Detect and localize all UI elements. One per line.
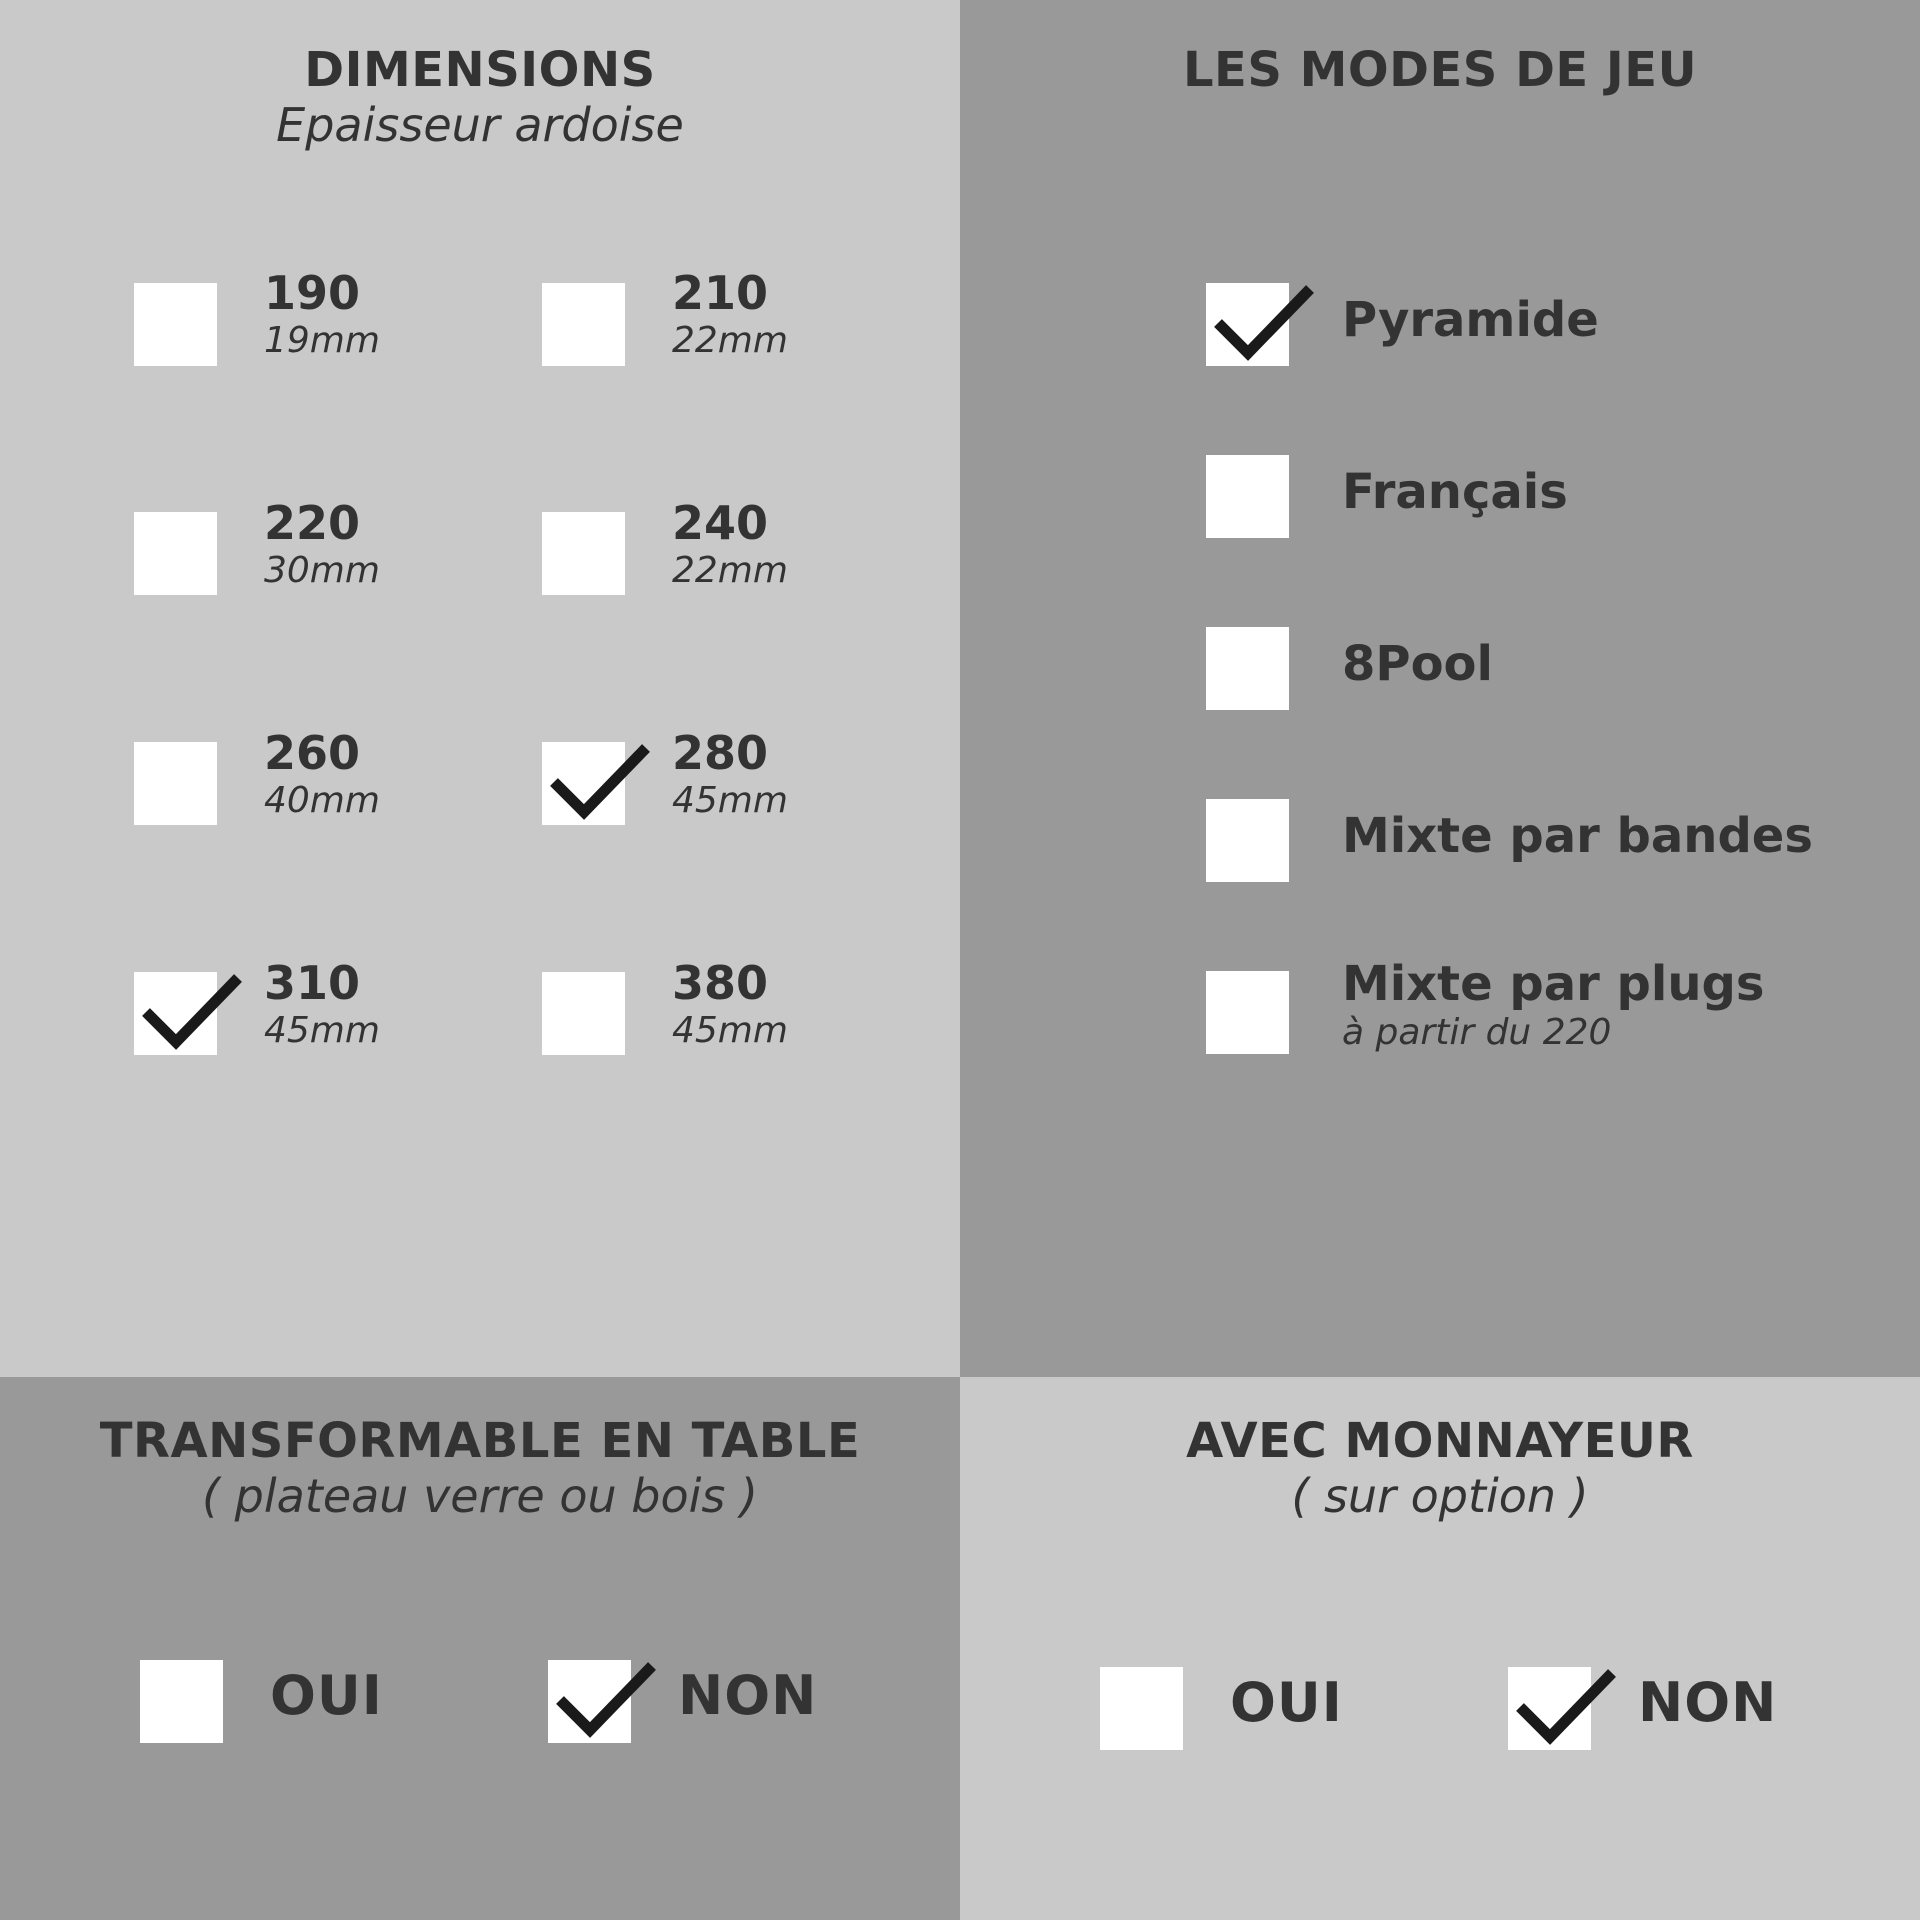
- mode-pyramide-label: Pyramide: [1342, 292, 1599, 348]
- mode-mixte-plugs-label: Mixte par plugs: [1342, 956, 1765, 1012]
- size-210-thickness: 22mm: [672, 320, 788, 361]
- size-190-label: 190: [264, 266, 361, 320]
- checkbox-mode-mixte-plugs[interactable]: [1206, 971, 1289, 1054]
- mode-francais-label: Français: [1342, 464, 1568, 520]
- size-220-label: 220: [264, 496, 361, 550]
- mode-8pool-label: 8Pool: [1342, 636, 1493, 692]
- checkmark-icon: [556, 1648, 656, 1738]
- size-240-label: 240: [672, 496, 769, 550]
- checkbox-monnayeur-oui[interactable]: [1100, 1667, 1183, 1750]
- size-280-label: 280: [672, 726, 769, 780]
- checkbox-size-280[interactable]: [542, 742, 625, 825]
- size-310-label: 310: [264, 956, 361, 1010]
- checkmark-icon: [550, 730, 650, 820]
- checkbox-mode-pyramide[interactable]: [1206, 283, 1289, 366]
- transformable-non-label: NON: [678, 1664, 818, 1727]
- monnayeur-oui-label: OUI: [1230, 1671, 1343, 1734]
- checkbox-mode-8pool[interactable]: [1206, 627, 1289, 710]
- checkbox-size-310[interactable]: [134, 972, 217, 1055]
- checkmark-icon: [1516, 1655, 1616, 1745]
- size-310-thickness: 45mm: [264, 1010, 380, 1051]
- monnayeur-panel: [960, 1377, 1920, 1920]
- checkbox-size-210[interactable]: [542, 283, 625, 366]
- size-220-thickness: 30mm: [264, 550, 380, 591]
- transformable-oui-label: OUI: [270, 1664, 383, 1727]
- monnayeur-title: AVEC MONNAYEUR: [1186, 1413, 1694, 1469]
- transformable-panel: [0, 1377, 960, 1920]
- checkbox-size-220[interactable]: [134, 512, 217, 595]
- checkbox-transformable-non[interactable]: [548, 1660, 631, 1743]
- mode-mixte-bandes-label: Mixte par bandes: [1342, 808, 1813, 864]
- transformable-subtitle: ( plateau verre ou bois ): [202, 1469, 758, 1523]
- checkbox-size-380[interactable]: [542, 972, 625, 1055]
- size-190-thickness: 19mm: [264, 320, 380, 361]
- dimensions-subtitle: Epaisseur ardoise: [276, 98, 684, 152]
- size-240-thickness: 22mm: [672, 550, 788, 591]
- checkbox-mode-mixte-bandes[interactable]: [1206, 799, 1289, 882]
- game-modes-panel: [960, 0, 1920, 1377]
- checkbox-size-190[interactable]: [134, 283, 217, 366]
- size-260-thickness: 40mm: [264, 780, 380, 821]
- monnayeur-subtitle: ( sur option ): [1291, 1469, 1589, 1523]
- checkbox-mode-francais[interactable]: [1206, 455, 1289, 538]
- checkbox-size-260[interactable]: [134, 742, 217, 825]
- size-210-label: 210: [672, 266, 769, 320]
- size-280-thickness: 45mm: [672, 780, 788, 821]
- game-modes-title: LES MODES DE JEU: [1182, 42, 1698, 98]
- dimensions-panel: [0, 0, 960, 1377]
- mode-mixte-plugs-note: à partir du 220: [1342, 1012, 1612, 1053]
- checkbox-transformable-oui[interactable]: [140, 1660, 223, 1743]
- size-380-thickness: 45mm: [672, 1010, 788, 1051]
- size-260-label: 260: [264, 726, 361, 780]
- transformable-title: TRANSFORMABLE EN TABLE: [99, 1413, 861, 1469]
- checkbox-size-240[interactable]: [542, 512, 625, 595]
- checkmark-icon: [142, 960, 242, 1050]
- checkbox-monnayeur-non[interactable]: [1508, 1667, 1591, 1750]
- size-380-label: 380: [672, 956, 769, 1010]
- monnayeur-non-label: NON: [1638, 1671, 1778, 1734]
- dimensions-title: DIMENSIONS: [304, 42, 656, 98]
- checkmark-icon: [1214, 271, 1314, 361]
